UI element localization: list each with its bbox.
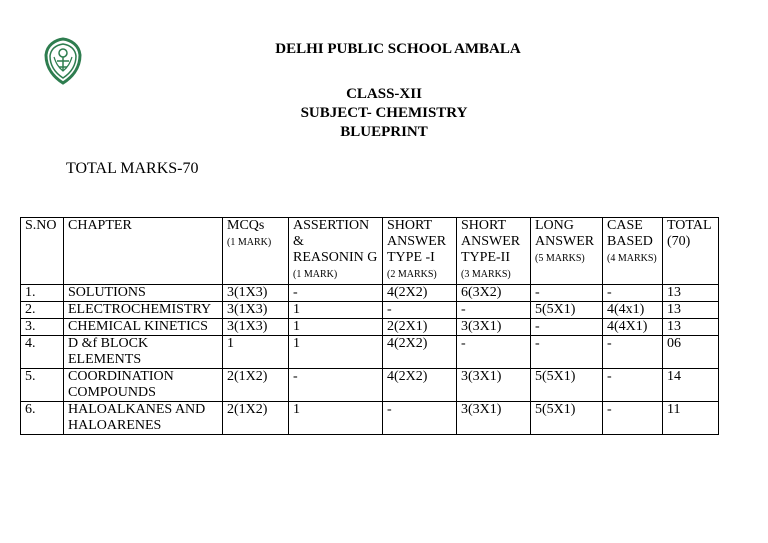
table-cell: 1 (289, 336, 383, 369)
table-cell: - (603, 369, 663, 402)
table-cell: 3(1X3) (223, 319, 289, 336)
column-header (223, 218, 289, 285)
table-cell: D &f BLOCK ELEMENTS (64, 336, 223, 369)
table-cell: 3(3X1) (457, 319, 531, 336)
class-title: CLASS-XII (346, 86, 422, 102)
column-header-marks: (1 MARK) (293, 269, 338, 280)
table-cell: 2. (21, 302, 64, 319)
table-cell: - (289, 369, 383, 402)
table-cell: 3(3X1) (457, 402, 531, 435)
table-cell: 5(5X1) (531, 402, 603, 435)
column-header (531, 218, 603, 285)
table-cell: 13 (663, 319, 719, 336)
table-cell: 1 (289, 319, 383, 336)
column-header-label: SHORT ANSWER TYPE-II (461, 218, 521, 265)
table-cell: 06 (663, 336, 719, 369)
table-cell: - (457, 336, 531, 369)
table-row (21, 285, 719, 302)
table-cell: SOLUTIONS (64, 285, 223, 302)
table-row (21, 369, 719, 402)
column-header (289, 218, 383, 285)
table-row (21, 402, 719, 435)
table-cell: 4(4x1) (603, 302, 663, 319)
table-cell: 1 (289, 302, 383, 319)
column-header-label: TOTAL (70) (667, 218, 711, 249)
table-cell: 4(4X1) (603, 319, 663, 336)
table-cell: 3(3X1) (457, 369, 531, 402)
table-cell: 3. (21, 319, 64, 336)
table-cell: 2(2X1) (383, 319, 457, 336)
table-cell: 4(2X2) (383, 336, 457, 369)
table-cell: - (603, 336, 663, 369)
table-cell: 2(1X2) (223, 369, 289, 402)
table-cell: 13 (663, 285, 719, 302)
table-cell: 6. (21, 402, 64, 435)
table-cell: 5. (21, 369, 64, 402)
table-cell: 14 (663, 369, 719, 402)
table-cell: 13 (663, 302, 719, 319)
table-cell: - (531, 336, 603, 369)
school-name: DELHI PUBLIC SCHOOL AMBALA (275, 41, 521, 57)
table-cell: - (531, 319, 603, 336)
column-header-marks: (3 MARKS) (461, 269, 511, 280)
column-header-label: MCQs (227, 218, 265, 233)
table-cell: ELECTROCHEMISTRY (64, 302, 223, 319)
table-cell: - (603, 285, 663, 302)
column-header-marks: (2 MARKS) (387, 269, 437, 280)
column-header-label: LONG ANSWER (535, 218, 595, 249)
column-header-label: S.NO (25, 218, 57, 233)
table-cell: 1 (289, 402, 383, 435)
column-header-marks: (1 MARK) (227, 237, 272, 248)
table-cell: 4(2X2) (383, 369, 457, 402)
table-cell: 1. (21, 285, 64, 302)
table-cell: - (289, 285, 383, 302)
table-cell: 3(1X3) (223, 302, 289, 319)
table-cell: 2(1X2) (223, 402, 289, 435)
column-header (383, 218, 457, 285)
table-cell: 5(5X1) (531, 369, 603, 402)
table-cell: COORDINATION COMPOUNDS (64, 369, 223, 402)
table-header-row (21, 218, 719, 285)
table-cell: CHEMICAL KINETICS (64, 319, 223, 336)
column-header-label: SHORT ANSWER TYPE -I (387, 218, 447, 265)
column-header-marks: (4 MARKS) (607, 253, 657, 264)
table-cell: HALOALKANES AND HALOARENES (64, 402, 223, 435)
column-header-label: CASE BASED (607, 218, 653, 249)
column-header-label: CHAPTER (68, 218, 132, 233)
table-row (21, 319, 719, 336)
total-marks: TOTAL MARKS-70 (66, 160, 199, 177)
table-cell: 3(1X3) (223, 285, 289, 302)
table-cell: 11 (663, 402, 719, 435)
blueprint-table (20, 217, 719, 435)
table-cell: 5(5X1) (531, 302, 603, 319)
table-cell: - (531, 285, 603, 302)
table-cell: - (457, 302, 531, 319)
column-header (64, 218, 223, 285)
subject-title: SUBJECT- CHEMISTRY (300, 105, 468, 121)
document-type-title: BLUEPRINT (340, 124, 428, 140)
table-row (21, 336, 719, 369)
table-row (21, 302, 719, 319)
column-header (21, 218, 64, 285)
column-header (457, 218, 531, 285)
column-header-label: ASSERTION & REASONIN G (293, 218, 378, 265)
table-cell: 1 (223, 336, 289, 369)
table-cell: - (383, 302, 457, 319)
column-header-marks: (5 MARKS) (535, 253, 585, 264)
table-cell: 6(3X2) (457, 285, 531, 302)
table-cell: - (383, 402, 457, 435)
table-cell: - (603, 402, 663, 435)
column-header (603, 218, 663, 285)
table-cell: 4. (21, 336, 64, 369)
column-header (663, 218, 719, 285)
table-cell: 4(2X2) (383, 285, 457, 302)
